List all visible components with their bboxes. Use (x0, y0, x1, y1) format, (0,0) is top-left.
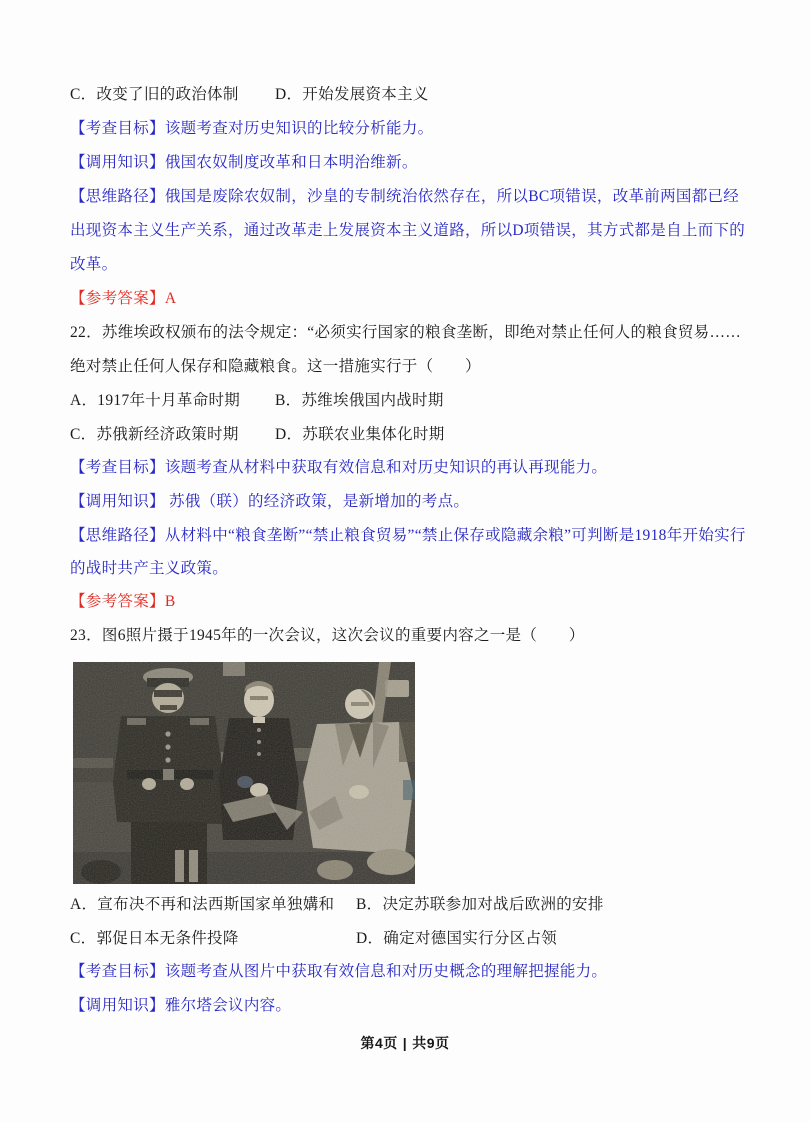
exam-target-text: 该题考查从图片中获取有效信息和对历史概念的理解把握能力。 (164, 963, 608, 980)
q22-thinking-line-2: 的战时共产主义政策。 (70, 560, 229, 577)
q23-option-c: C．郭促日本无条件投降 (70, 930, 239, 947)
answer-label: 【参考答案】 (70, 290, 165, 307)
q22-option-b: B．苏维埃俄国内战时期 (275, 392, 444, 409)
q21-exam-target-line (70, 119, 750, 139)
knowledge-text: 苏俄（联）的经济政策，是新增加的考点。 (164, 493, 470, 510)
footer-total-pages: 共9页 (412, 1035, 450, 1051)
thinking-text: 从材料中“粮食垄断”“禁止粮食贸易”“禁止保存或隐藏余粮”可判断是1918年开始实行 (164, 527, 746, 544)
q23-option-d: D．确定对德国实行分区占领 (356, 930, 558, 947)
q22-option-d: D．苏联农业集体化时期 (275, 426, 445, 443)
page-footer (0, 1033, 810, 1053)
thinking-label: 【思维路径】 (70, 188, 165, 205)
q22-stem-line-1: 22．苏维埃政权颁布的法令规定：“必须实行国家的粮食垄断，即绝对禁止任何人的粮食贸易…… (70, 324, 742, 341)
thinking-text: 俄国是废除农奴制，沙皇的专制统治依然存在，所以BC项错误，改革前两国都已经 (164, 188, 740, 205)
q22-options-ab-row (70, 391, 750, 411)
knowledge-label: 【调用知识】 (70, 997, 165, 1014)
answer-value: B (164, 593, 176, 610)
q21-thinking-line-1 (70, 187, 750, 207)
q22-option-c: C．苏俄新经济政策时期 (70, 426, 239, 443)
q23-options-ab-row (70, 895, 750, 915)
q22-answer-line (70, 592, 750, 612)
q22-exam-target-line (70, 458, 750, 478)
thinking-label: 【思维路径】 (70, 527, 165, 544)
q22-stem-line-2: 绝对禁止任何人保存和隐藏粮食。这一措施实行于（ ） (70, 358, 481, 375)
q22-option-a: A．1917年十月革命时期 (70, 392, 241, 409)
q21-thinking-line-3: 改革。 (70, 256, 118, 273)
q21-answer-line (70, 289, 750, 309)
q22-options-cd-row (70, 425, 750, 445)
exam-target-label: 【考查目标】 (70, 120, 165, 137)
footer-page-number: 第4页 (360, 1035, 398, 1051)
knowledge-label: 【调用知识】 (70, 154, 165, 171)
exam-target-label: 【考查目标】 (70, 459, 165, 476)
exam-target-text: 该题考查从材料中获取有效信息和对历史知识的再认再现能力。 (164, 459, 608, 476)
q23-option-b: B．决定苏联参加对战后欧洲的安排 (356, 896, 604, 913)
exam-target-text: 该题考查对历史知识的比较分析能力。 (164, 120, 434, 137)
answer-value: A (164, 290, 177, 307)
q22-thinking-line-1 (70, 526, 750, 546)
q21-knowledge-line (70, 153, 750, 173)
q23-options-cd-row (70, 929, 750, 949)
q23-exam-target-line (70, 962, 750, 982)
exam-target-label: 【考查目标】 (70, 963, 165, 980)
yalta-conference-photo (73, 662, 415, 884)
q22-knowledge-line (70, 492, 750, 512)
q21-options-cd-row (70, 85, 750, 105)
footer-separator: | (402, 1035, 408, 1051)
q21-thinking-line-2: 出现资本主义生产关系，通过改革走上发展资本主义道路，所以D项错误，其方式都是自上而下的 (70, 222, 746, 239)
knowledge-text: 俄国农奴制度改革和日本明治维新。 (164, 154, 418, 171)
q21-option-c: C．改变了旧的政治体制 (70, 86, 239, 103)
q23-option-a: A．宣布决不再和法西斯国家单独媾和 (70, 896, 335, 913)
q23-stem: 23．图6照片摄于1945年的一次会议，这次会议的重要内容之一是（ ） (70, 627, 585, 644)
knowledge-label: 【调用知识】 (70, 493, 165, 510)
answer-label: 【参考答案】 (70, 593, 165, 610)
q23-knowledge-line (70, 996, 750, 1016)
knowledge-text: 雅尔塔会议内容。 (164, 997, 292, 1014)
q21-option-d: D．开始发展资本主义 (275, 86, 429, 103)
